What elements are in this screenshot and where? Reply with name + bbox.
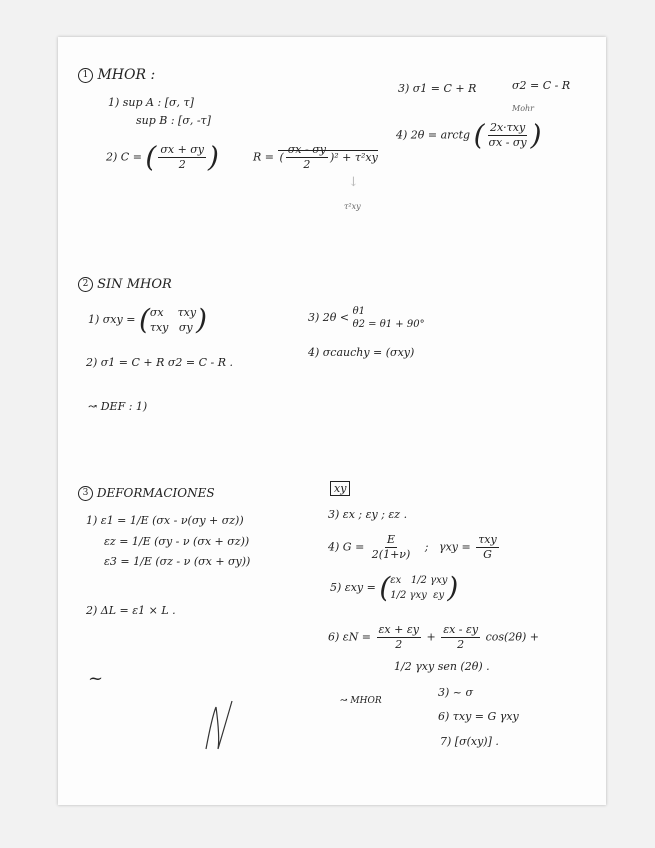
fraction-denominator: 2 — [303, 158, 311, 171]
strain-tensor-label: 5) εxy = — [330, 581, 376, 594]
angle-relation — [308, 305, 425, 331]
fraction-denominator: 2(1+ν) — [371, 548, 411, 561]
mohr-item-3-sigma1: 3) σ1 = C + R — [398, 82, 477, 95]
matrix-body: εx 1/2 γxy 1/2 γxy εy — [390, 575, 448, 601]
section-3-heading — [78, 485, 215, 501]
fraction-numerator: 2x·τxy — [489, 121, 526, 134]
center-fraction — [158, 143, 206, 172]
stress-matrix: 1) σxy = (σx τxy τxy σy ) — [88, 303, 208, 336]
cos-term: cos(2θ) + — [485, 630, 539, 644]
elongation-formula: 2) ΔL = ε1 × L . — [86, 604, 176, 617]
fraction-numerator: σx - σy — [287, 143, 326, 156]
matrix-label: 1) σxy = — [88, 313, 136, 326]
mohr-item-3-sigma2: σ2 = C - R — [512, 79, 571, 92]
strain-eq-2: εz = 1/E (σy - ν (σx + σz)) — [104, 535, 250, 548]
section-title: MHOR : — [97, 67, 156, 83]
radius-tail: + τ²xy — [342, 150, 378, 164]
section-1-heading — [78, 67, 155, 83]
angle-fraction — [487, 121, 529, 150]
signature-scribble — [198, 697, 238, 757]
fraction-numerator: εx - εy — [443, 623, 479, 636]
normal-strain-line2: 1/2 γxy sen (2θ) . — [394, 660, 490, 673]
fraction-numerator: E — [387, 533, 396, 546]
section-title: DEFORMACIONES — [96, 486, 215, 500]
wavy-arrow: ~ — [88, 668, 104, 689]
strain-tensor: 5) εxy = (εx 1/2 γxy 1/2 γxy εy ) — [330, 571, 459, 604]
definition-note: ↝ DEF : 1) — [88, 400, 148, 413]
section-title: SIN MHOR — [97, 277, 172, 292]
mohr-item-3: 3) ~ σ — [438, 686, 474, 699]
mohr-item-2-center: 2) C = ( $\frac{\sigma x + \sigma y}{2}$ ) — [106, 140, 219, 174]
fraction-denominator: 2 — [395, 638, 403, 651]
faint-note: τ²xy — [344, 202, 361, 211]
angle-label: 4) 2θ = arctg — [396, 128, 471, 142]
fraction-denominator: σx - σy — [488, 136, 527, 149]
gamma-label: γxy = — [439, 540, 471, 554]
principal-stresses: 2) σ1 = C + R σ2 = C - R . — [86, 356, 234, 369]
mohr-item-4-angle: 4) 2θ = arctg ( $\frac{\text{2x·τxy}}{\sigma x - \sigma y}$ ) — [396, 118, 542, 152]
section-2-heading — [78, 277, 172, 293]
radius-label: R = — [253, 150, 274, 164]
section-number: 1 — [78, 68, 93, 83]
mohr-item-1-line2: sup B : [σ, -τ] — [136, 114, 211, 127]
center-label: 2) C = — [106, 150, 142, 164]
section-number: 2 — [78, 277, 93, 292]
fraction-denominator: 2 — [178, 158, 186, 171]
matrix-body: σx τxy τxy σy — [149, 306, 197, 334]
boxed-label: xy — [330, 481, 350, 496]
strain-eq-3: ε3 = 1/E (σz - ν (σx + σy)) — [104, 555, 251, 568]
mohr-item-1-line1: 1) sup A : [σ, τ] — [108, 96, 194, 109]
fraction-denominator: G — [483, 548, 492, 561]
mohr-arrow-note: ↝ MHOR — [340, 696, 382, 706]
cauchy-stress: 4) σcauchy = (σxy) — [308, 346, 415, 359]
fraction-numerator: τxy — [478, 533, 497, 546]
down-arrow: ↓ — [348, 175, 359, 190]
shear-modulus-label: 4) G = — [328, 540, 365, 554]
sqrt-expression: ( $\frac{\sigma x - \sigma y}{2}$ )² + τ²xy — [279, 143, 378, 171]
shear-modulus: 4) G = $\frac{E}{2(1+\nu)}$ ; γxy = $\frac{\text{τxy}}{G}$ — [328, 533, 497, 561]
mohr-item-7: 7) [σ(xy)] . — [440, 735, 499, 748]
strain-eq-1: 1) ε1 = 1/E (σx - ν(σy + σz)) — [86, 514, 244, 527]
xy-box-note — [330, 481, 350, 497]
mohr-radius-formula — [253, 143, 378, 172]
paper-sheet — [58, 37, 606, 805]
angle-relation-label: 3) 2θ < — [308, 311, 350, 324]
normal-strain-label: 6) εN = — [328, 630, 372, 644]
faint-mohr-note: Mohr — [512, 104, 534, 113]
strain-components: 3) εx ; εy ; εz . — [328, 508, 408, 521]
section-number: 3 — [78, 486, 93, 501]
mohr-item-6: 6) τxy = G γxy — [438, 710, 519, 723]
theta-values: θ1 θ2 = θ1 + 90° — [352, 306, 425, 330]
fraction-denominator: 2 — [457, 638, 465, 651]
fraction-numerator: σx + σy — [160, 143, 205, 156]
normal-strain-formula: 6) εN = $\frac{\varepsilon x + \varepsilon y}{2}$ + $\frac{\varepsilon x - \varepsilon y}{2}$ cos(2θ) + — [328, 623, 539, 651]
fraction-numerator: εx + εy — [378, 623, 419, 636]
